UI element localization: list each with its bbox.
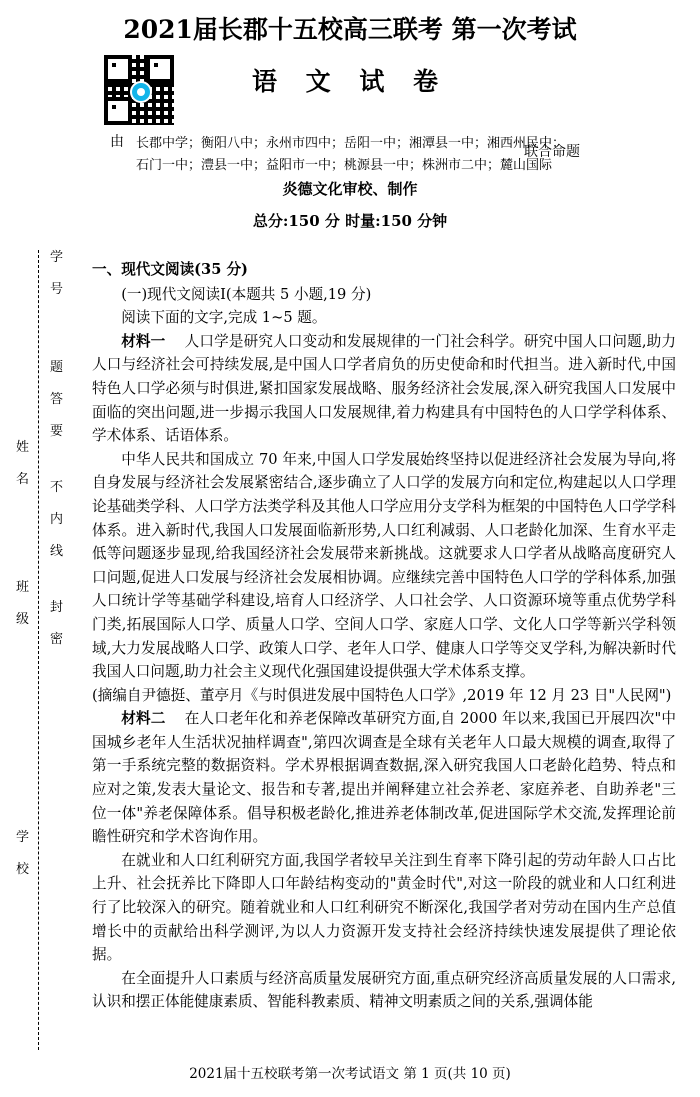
material-1-source: (摘编自尹德挺、董亭月《与时俱进发展中国特色人口学》,2019 年 12 月 23 日"人民网") [92, 686, 672, 704]
seal-text-xingming: 姓 名 [15, 440, 30, 487]
seal-dashed-line [38, 250, 39, 1050]
you-label: 由 [110, 134, 124, 150]
seal-text-banji: 班 级 [15, 580, 30, 627]
seal-column [8, 250, 70, 1050]
qr-center-logo-icon [130, 81, 152, 103]
part-1-heading: (一)现代文阅读Ⅰ(本题共 5 小题,19 分) [121, 285, 372, 303]
seal-text-buneixian: 不 内 线 [49, 480, 64, 559]
qr-finder-top-left [104, 55, 132, 83]
schools-line-2: 石门一中；澧县一中；益阳市一中；桃源县一中；株洲市二中；麓山国际 [136, 157, 553, 173]
score-time-line: 总分:150 分 时量:150 分钟 [252, 212, 448, 230]
material-2-label: 材料二 [121, 710, 166, 728]
material-2-paragraph-3: 在全面提升人口素质与经济高质量发展研究方面,重点研究经济高质量发展的人口需求,认识和摆正体能健康素质、智能科教素质、精神文明素质之间的关系,强调体能 [92, 969, 676, 1011]
page-title: 2021届长郡十五校高三联考 第一次考试 [123, 15, 577, 44]
seal-text-datijiaoyao: 题 答 要 [49, 360, 64, 439]
qr-code-icon [104, 55, 174, 125]
joint-proposition-label: 联合命题 [524, 144, 580, 160]
qr-finder-top-right [146, 55, 174, 83]
material-1-label: 材料一 [121, 332, 166, 350]
schools-block [110, 130, 580, 174]
seal-text-xuehao: 学 号 [49, 250, 64, 297]
material-2-paragraph-1 [92, 707, 676, 849]
schools-row-1 [110, 130, 580, 152]
material-1-text-1: 人口学是研究人口变动和发展规律的一门社会科学。研究中国人口问题,助力人口与经济社会可持续发展,是中国人口学者肩负的历史使命和时代担当。进入新时代,中国特色人口学必须与时俱进,紧扣国家发展战略、服务经济社会发展,深入研究我国人口发展中面临的突出问题,进一步揭示我国人口发展规律,着力构建具有中国特色的人口学学科体系、学术体系、话语体系。 [92, 332, 676, 445]
seal-text-xuexiao: 学 校 [15, 830, 30, 877]
section-heading-1: 一、现代文阅读(35 分) [92, 261, 248, 278]
page-subtitle: 语 文 试 卷 [251, 67, 449, 96]
material-1-paragraph-2: 中华人民共和国成立 70 年来,中国人口学发展始终坚持以促进经济社会发展为导向,将自身发展与经济社会发展紧密结合,逐步确立了人口学的发展方向和定位,构建起以人口学理论基础类学科、人口学方法类学科及其他人口学应用分支学科为框架的中国特色人口学学科体系。进入新时代,我国人口发展面临新形势,人口红利减弱、人口老龄化加深、生育水平走低等问题逐步显现,给我国经济社会发展带来新挑战。这就要求人口学者从战略高度研究人口问题,促进人口发展与经济社会发展相协调。应继续完善中国特色人口学的学科体系,加强人口统计学等基础学科建设,培育人口经济学、人口社会学、人口资源环境等重点优势学科门类,拓展国际人口学、质量人口学、空间人口学、家庭人口学、文化人口学等新兴学科领域,大力发展战略人口学、政策人口学、老年人口学、健康人口学等交叉学科,为解决新时代我国人口问题,助力社会主义现代化强国建设提供强大学术体系支撑。 [92, 450, 676, 681]
qr-finder-bottom-left [104, 97, 132, 125]
page-footer: 2021届十五校联考第一次考试语文 第 1 页(共 10 页) [189, 1066, 511, 1082]
review-line: 炎德文化审校、制作 [282, 180, 418, 198]
seal-text-fengmi: 封 密 [49, 600, 64, 647]
schools-line-1: 长郡中学；衡阳八中；永州市四中；岳阳一中；湘潭县一中；湘西州民中； [136, 135, 566, 151]
schools-row-2 [110, 152, 580, 174]
material-1-paragraph-1 [92, 330, 676, 448]
material-2-text-1: 在人口老年化和养老保障改革研究方面,自 2000 年以来,我国已开展四次"中国城乡老年人生活状况抽样调查",第四次调查是全球有关老年人口最大规模的调查,取得了第一手系统完整的数据资料。学术界根据调查数据,深入研究我国人口老龄化趋势、特点和应对之策,发表大量论文、报告和专著,提出并阐释建立社会养老、家庭养老、自助养老"三位一体"养老保障体系。倡导积极老龄化,推进养老体制改革,促进国际学术交流,发挥理论前瞻性研究和学术咨询作用。 [92, 710, 676, 846]
exam-body [92, 258, 676, 1014]
material-2-paragraph-2: 在就业和人口红利研究方面,我国学者较早关注到生育率下降引起的劳动年龄人口占比上升、社会抚养比下降即人口年龄结构变动的"黄金时代",对这一阶段的就业和人口红利进行了比较深入的研究。随着就业和人口红利研究不断深化,我国学者对劳动在国内生产总值增长中的贡献给出科学测评,为以人力资源开发支持社会经济持续快速发展提供了理论依据。 [92, 851, 676, 964]
part-1-prompt: 阅读下面的文字,完成 1~5 题。 [121, 309, 327, 327]
